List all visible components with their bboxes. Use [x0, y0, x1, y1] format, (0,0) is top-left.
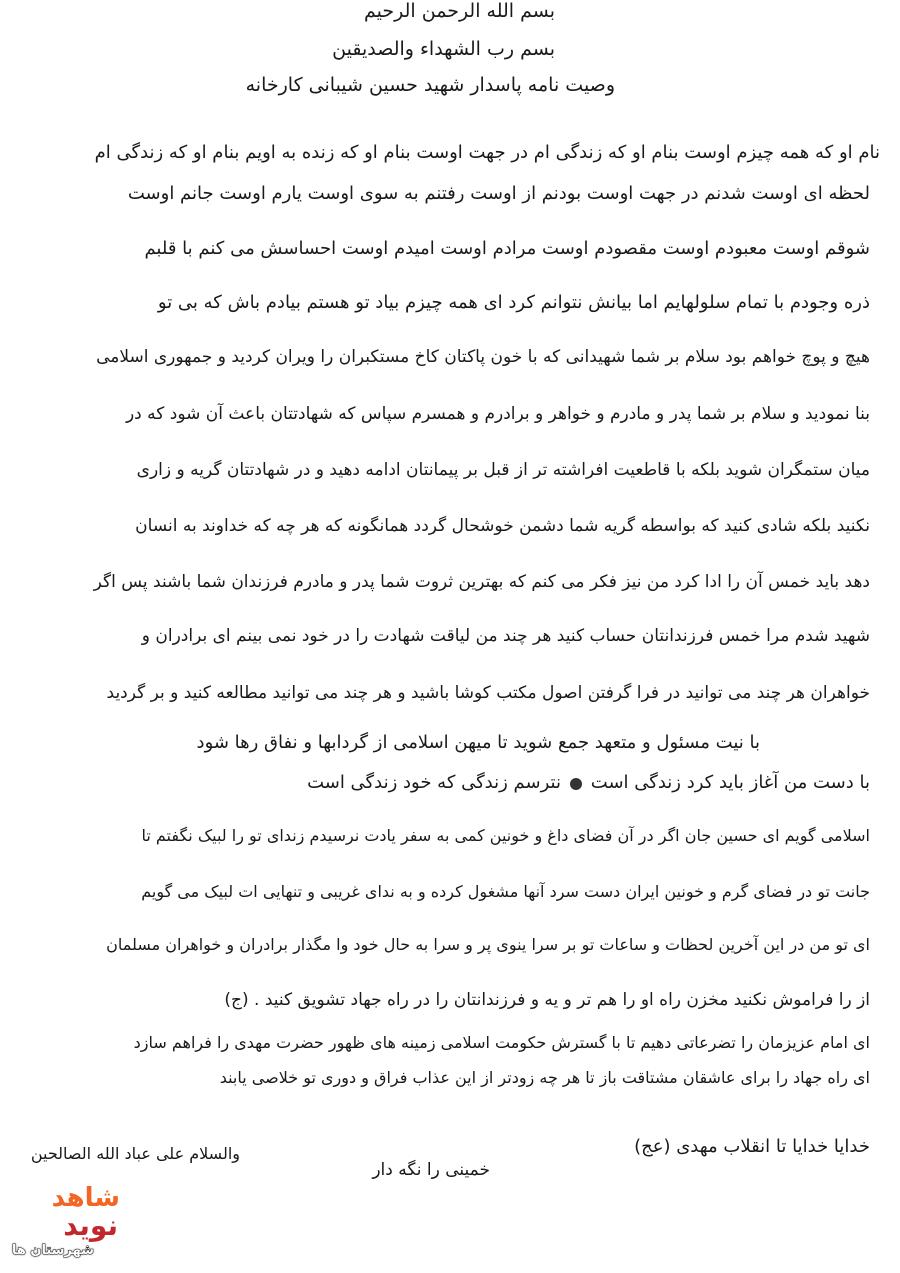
closing-prayer-continued: خمینی را نگه دار	[372, 1160, 490, 1180]
logo-text-shahed: شاهد	[51, 1183, 120, 1213]
body-line: جانت تو در فضای گرم و خونین ایران دست سرد آنها مشغول کرده و به ندای غریبی و تنهایی ات لبیک می گویم	[141, 882, 870, 901]
body-line: نکنید بلکه شادی کنید که بواسطه گریه شما دشمن خوشحال گردد همانگونه که هر چه که خداوند به انسان	[135, 516, 870, 536]
body-line: میان ستمگران شوید بلکه با قاطعیت افراشته تر از قبل بر پیمانتان ادامه دهید و در شهادتتان گریه و زاری	[136, 460, 870, 480]
body-line: هیچ و پوچ خواهم بود سلام بر شما شهیدانی که با خون پاکتان کاخ مستکبران را ویران کردید و جمهوری اسلامی	[96, 347, 870, 367]
split-line-row	[20, 772, 870, 802]
basmala: بسم الله الرحمن الرحیم	[364, 0, 555, 22]
invocation: بسم رب الشهداء والصدیقین	[332, 38, 555, 60]
body-line: ای امام عزیزمان را تضرعاتی دهیم تا با گسترش حکومت اسلامی زمینه های ظهور حضرت مهدی را فراهم سازد	[133, 1033, 870, 1052]
body-line: با دست من آغاز باید کرد زندگی است	[590, 772, 870, 793]
closing-prayer: خدایا خدایا تا انقلاب مهدی (عج)	[634, 1136, 870, 1157]
body-line: ای تو من در این آخرین لحظات و ساعات تو بر سرا ینوی پر و سرا به حال خود وا مگذار برادران و خواهران مسلمان	[106, 935, 870, 954]
closing-salam: والسلام علی عباد الله الصالحین	[30, 1144, 240, 1163]
body-line: از را فراموش نکنید مخزن راه او را هم تر و یه و فرزندانتان را در راه جهاد تشویق کنید . (ج)	[224, 990, 870, 1010]
body-line: نام او که همه چیزم اوست بنام او که زندگی ام در جهت اوست بنام او که زنده به اویم بنام او که زندگی ام	[94, 142, 880, 163]
body-line: شهید شدم مرا خمس فرزندانتان حساب کنید هر چند من لیاقت شهادت را در خود نمی بینم ای برادران و	[141, 626, 870, 646]
body-line: با نیت مسئول و متعهد جمع شوید تا میهن اسلامی از گردابها و نفاق رها شود	[196, 732, 760, 753]
body-line: اسلامی گویم ای حسین جان اگر در آن فضای داغ و خونین کمی به سفر یادت نرسیدم زندای تو را لبیک نگفتم تا	[141, 826, 870, 845]
body-line: خواهران هر چند می توانید در فرا گرفتن اصول مکتب کوشا باشید و هر چند می توانید مطالعه کنید و بر گردید	[106, 683, 870, 703]
body-line: شوقم اوست معبودم اوست مقصودم اوست مرادم اوست امیدم اوست احساسش می کنم با قلبم	[144, 238, 870, 259]
logo-text-navid: نوید	[63, 1209, 118, 1242]
body-line: ای راه جهاد را برای عاشقان مشتاقت باز تا هر چه زودتر از این عذاب فراق و دوری تو خلاصی یابند	[219, 1068, 870, 1087]
body-line: ذره وجودم با تمام سلولهایم اما بیانش نتوانم کرد ای همه چیزم بیاد تو هستم بیادم باش که بی تو	[157, 292, 870, 313]
body-line: لحظه ای اوست شدنم در جهت اوست بودنم از اوست رفتنم به سوی اوست یارم اوست جانم اوست	[127, 183, 870, 204]
logo-text-shahrestanha: شهرستان ها	[12, 1243, 94, 1258]
document-title: وصیت نامه پاسدار شهید حسین شیبانی کارخانه	[245, 74, 615, 96]
body-line: نترسم زندگی که خود زندگی است	[307, 772, 561, 793]
body-line: بنا نمودید و سلام بر شما پدر و مادرم و خواهر و برادرم و همسرم سپاس که شهادتتان باعث آن شود که در	[125, 404, 870, 424]
body-line: دهد باید خمس آن را ادا کرد من نیز فکر می کنم که بهترین ثروت شما پدر و مادرم فرزندان شما باشند پس اگر	[93, 572, 870, 592]
ink-blot	[570, 778, 582, 790]
navid-shahed-logo	[10, 1183, 120, 1263]
